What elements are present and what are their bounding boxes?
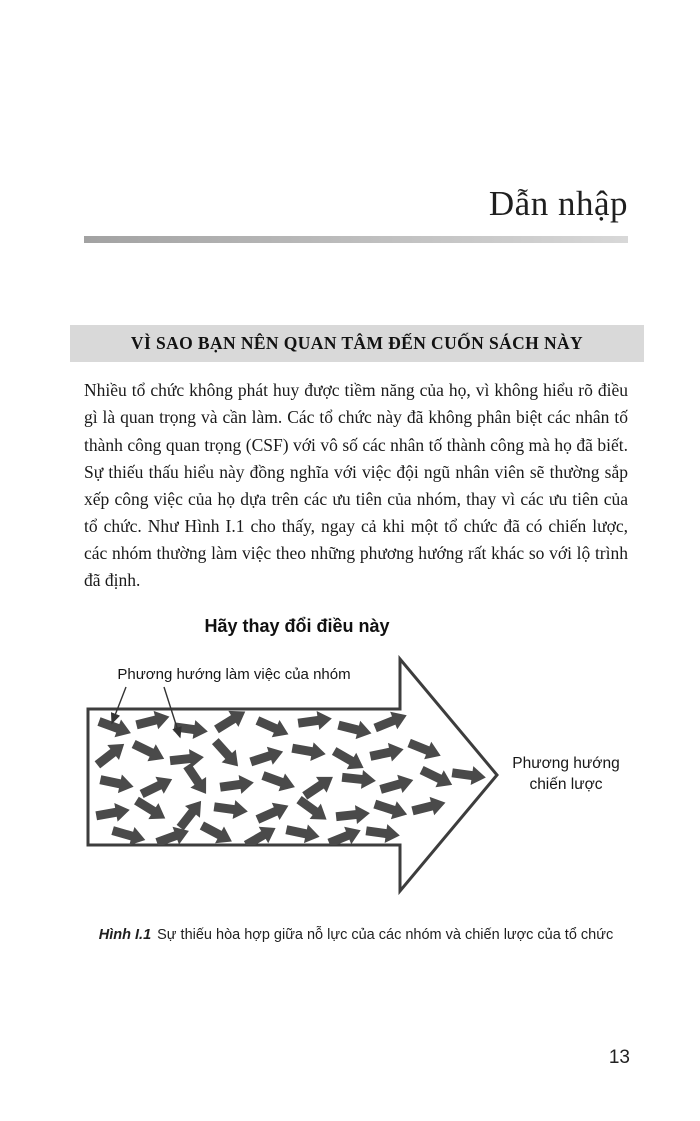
section-heading: VÌ SAO BẠN NÊN QUAN TÂM ĐẾN CUỐN SÁCH NÀY (70, 325, 644, 362)
content-column (0, 184, 700, 943)
caption-label: Hình I.1 (98, 927, 152, 944)
figure-caption (84, 927, 628, 943)
strategy-direction-label-line2: chiến lược (529, 776, 603, 794)
caption-text: Sự thiếu hòa hợp giữa nỗ lực của các nhóm và chiến lược của tổ chức (157, 927, 614, 944)
figure-title: Hãy thay đổi điều này (204, 616, 390, 637)
alignment-diagram (84, 651, 644, 903)
strategy-direction-label-line1: Phương hướng (512, 755, 620, 773)
body-paragraph: Nhiều tổ chức không phát huy được tiềm năng của họ, vì không hiểu rõ điều gì là quan trọng và cần làm. Các tổ chức này đã không phân biệt các nhân tố thành công quan trọng (CSF) với vô số các nhân tố thành công mà họ đã biết. Sự thiếu thấu hiểu này đồng nghĩa với việc đội ngũ nhân viên sẽ thường sắp xếp công việc của họ dựa trên các ưu tiên của nhóm, thay vì các ưu tiên của tổ chức. Như Hình I.1 cho thấy, ngay cả khi một tổ chức đã có chiến lược, các nhóm thường làm việc theo những phương hướng rất khác so với lộ trình đã định. (84, 380, 628, 591)
title-rule (84, 236, 628, 243)
figure (84, 616, 628, 903)
chapter-title: Dẫn nhập (488, 184, 628, 223)
team-direction-label: Phương hướng làm việc của nhóm (117, 666, 351, 684)
page-number: 13 (608, 1047, 630, 1068)
